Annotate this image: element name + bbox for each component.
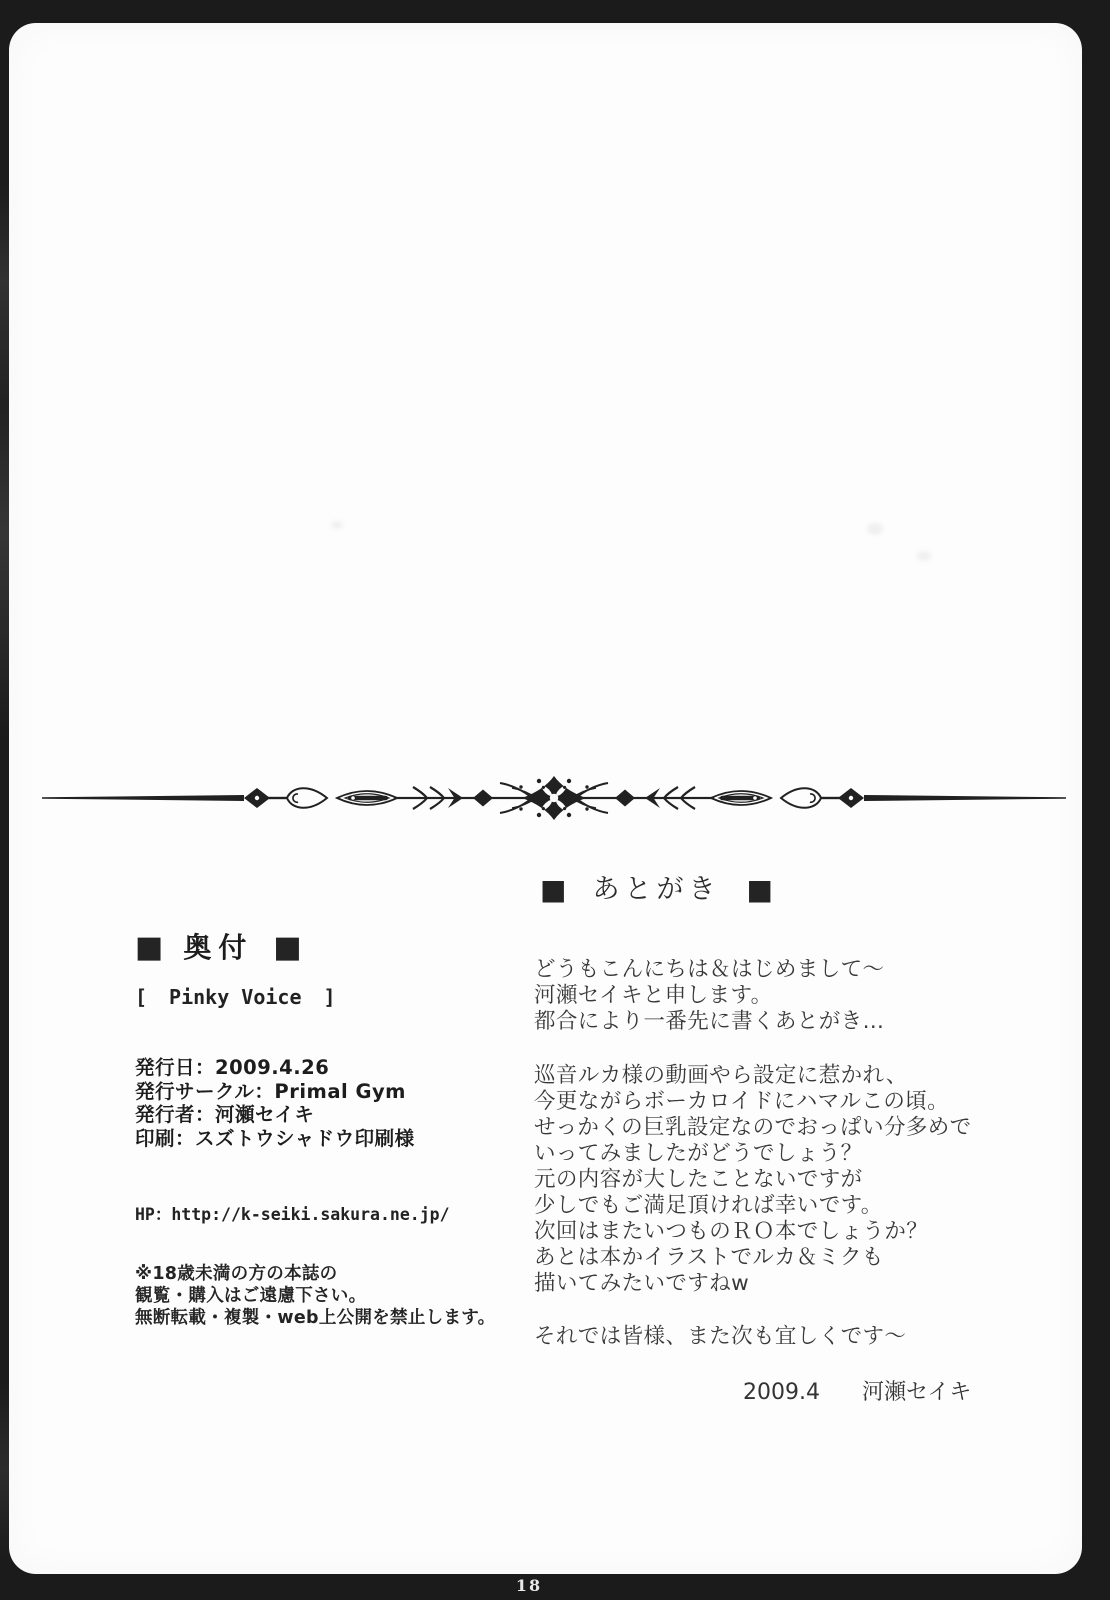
afterword-body	[534, 1063, 1034, 1297]
afterword-greeting	[534, 957, 1034, 1035]
text-line: どうもこんにちは＆はじめまして～	[534, 957, 885, 982]
text-line: 次回はまたいつものＲＯ本でしょうか？	[534, 1219, 929, 1244]
afterword-heading	[540, 872, 1034, 908]
page-number: 18	[515, 1576, 543, 1595]
age-restriction-notice	[135, 1263, 535, 1329]
afterword-signature	[534, 1379, 1034, 1406]
text-line: ※18歳未満の方の本誌の	[135, 1264, 338, 1284]
scan-artifact	[0, 1380, 9, 1560]
text-line: 発行サークル：Primal Gym	[135, 1079, 406, 1103]
scan-smudge	[331, 521, 343, 529]
scan-smudge	[917, 551, 931, 561]
book-title: Pinky Voice	[169, 985, 302, 1009]
black-square-icon: ■	[273, 930, 302, 965]
colophon-heading	[135, 930, 535, 966]
text-line: 巡音ルカ様の動画やら設定に惹かれ、	[534, 1063, 908, 1088]
text-line: 発行日：2009.4.26	[135, 1056, 330, 1079]
scan-smudge	[867, 523, 883, 535]
colophon-section	[135, 930, 535, 1329]
signature-date: 2009.4	[743, 1380, 820, 1405]
colophon-heading-label: 奥付	[183, 931, 254, 964]
book-title-line	[135, 982, 535, 1012]
afterword-heading-label: あとがき	[592, 874, 721, 905]
bracket-open: [	[135, 985, 148, 1009]
black-square-icon: ■	[540, 873, 567, 906]
bracket-close: ]	[323, 985, 336, 1009]
signature-name: 河瀬セイキ	[861, 1380, 972, 1405]
text-line: 描いてみたいですねw	[534, 1271, 750, 1296]
black-square-icon: ■	[135, 930, 164, 965]
afterword-section	[534, 872, 1034, 1406]
text-line: 無断転載・複製・web上公開を禁止します。	[135, 1308, 496, 1328]
publication-details	[135, 1056, 535, 1150]
text-line: 今更ながらボーカロイドにハマルこの頃。	[534, 1089, 950, 1114]
text-line: 河瀬セイキと申します。	[534, 983, 773, 1008]
text-line: 元の内容が大したことないですが	[534, 1167, 863, 1192]
text-line: 発行者：河瀬セイキ	[135, 1103, 315, 1126]
website-line: HP：http://k-seiki.sakura.ne.jp/	[135, 1205, 450, 1224]
ornamental-divider	[42, 770, 1066, 826]
text-line: せっかくの巨乳設定なのでおっぱい分多めで	[534, 1115, 972, 1140]
text-line: 観覧・購入はご遠慮下さい。	[135, 1286, 367, 1306]
text-line: 少しでもご満足頂ければ幸いです。	[534, 1193, 883, 1218]
afterword-closing: それでは皆様、また次も宜しくです～	[534, 1324, 907, 1349]
paper-page	[9, 23, 1082, 1574]
text-line: あとは本かイラストでルカ＆ミクも	[534, 1245, 884, 1270]
text-line: いってみましたがどうでしょう？	[534, 1141, 863, 1166]
text-line: 都合により一番先に書くあとがき…	[534, 1009, 885, 1034]
text-line: 印刷：スズトウシャドウ印刷様	[135, 1126, 415, 1150]
black-square-icon: ■	[746, 873, 773, 906]
